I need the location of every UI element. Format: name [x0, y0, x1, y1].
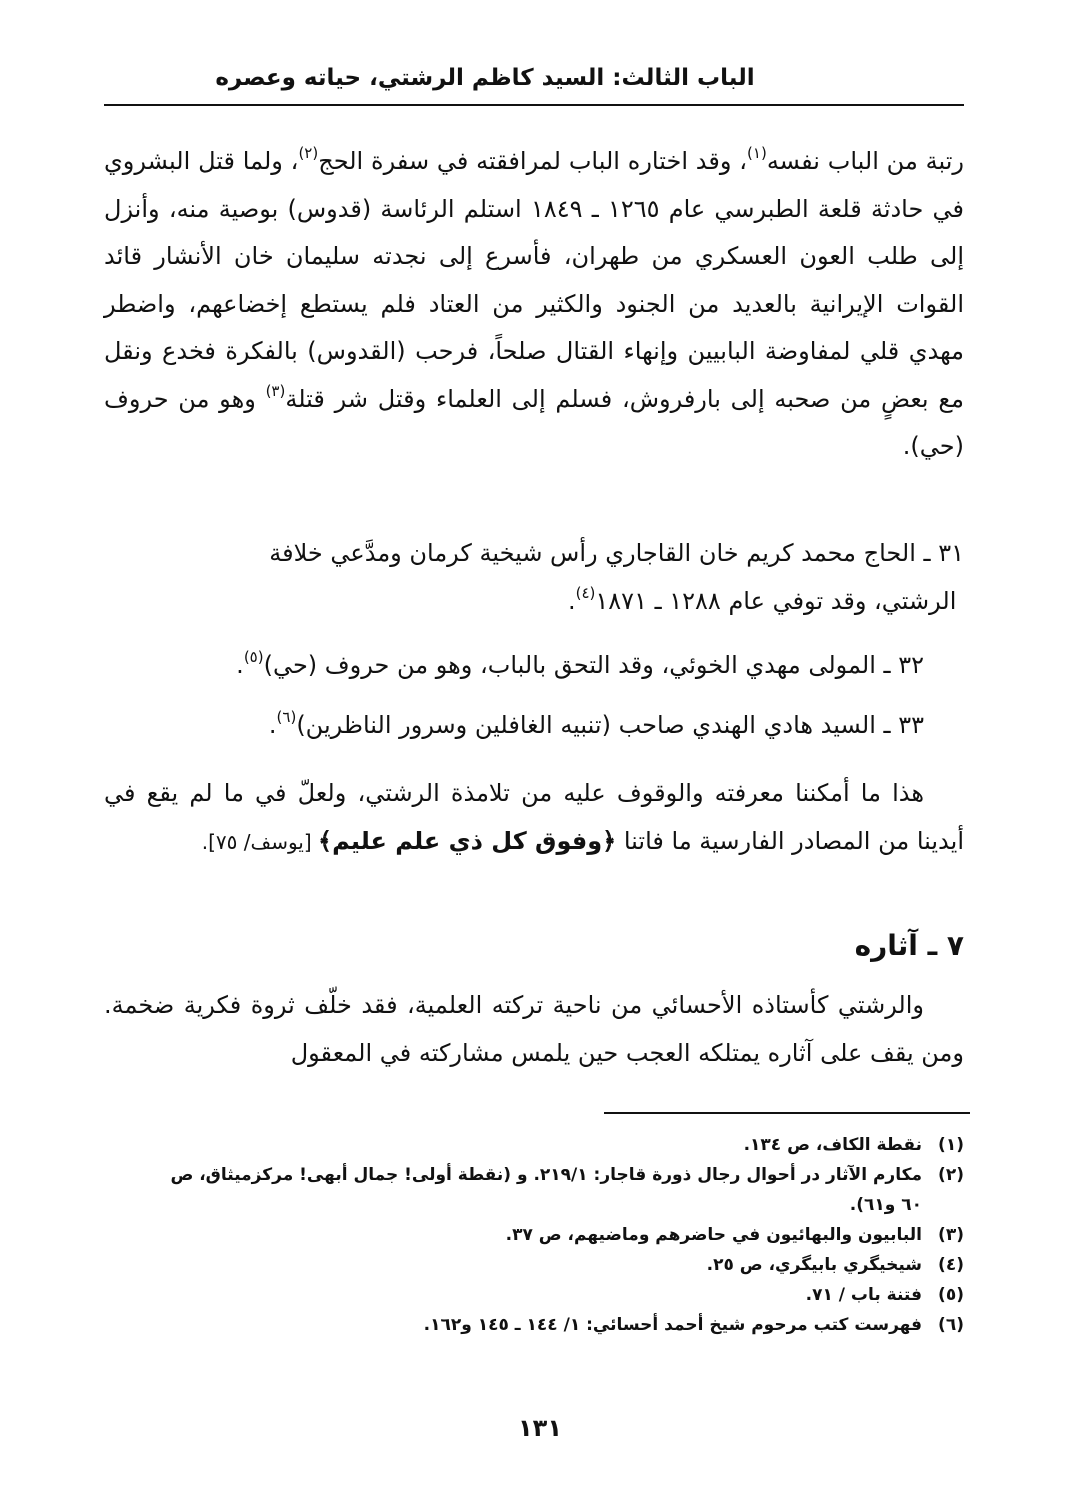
item-32-text: المولى مهدي الخوئي، وقد التحق بالباب، وهو من حروف (حي) [263, 651, 876, 679]
paragraph-3: والرشتي كأستاذه الأحسائي من ناحية تركته العلمية، فقد خلّف ثروة فكرية ضخمة. ومن يقف على آثاره يمتلكه العجب حين يلمس مشاركته في المعقول [104, 991, 964, 1067]
header-rule [104, 104, 964, 106]
footnote-ref-6[interactable]: (٦) [276, 708, 297, 726]
paragraph-2 [104, 770, 964, 866]
item-33-text: السيد هادي الهندي صاحب (تنبيه الغافلين وسرور الناظرين) [296, 711, 876, 739]
footnote-ref-2[interactable]: (٢) [298, 144, 319, 162]
footnote-4 [104, 1250, 964, 1280]
list-item-33 [104, 702, 964, 750]
footnote-ref-3[interactable]: (٣) [265, 381, 286, 400]
para2-text: هذا ما أمكننا معرفته والوقوف عليه من تلامذة الرشتي، ولعلّ في ما لم يقع في أيدينا من المصادر الفارسية ما فاتنا [104, 779, 964, 855]
footnote-5 [104, 1280, 964, 1310]
page-number: ١٣١ [518, 1414, 562, 1442]
footnote-number: (٢) [938, 1165, 964, 1185]
footnote-number: (٦) [938, 1315, 964, 1335]
footnote-number: (٣) [938, 1225, 964, 1245]
item-33-end: . [268, 711, 277, 739]
item-31-text-2: الرشتي، وقد توفي عام ١٢٨٨ ـ ١٨٧١ [595, 586, 957, 615]
paragraph-1 [104, 138, 964, 471]
footnote-number: (١) [938, 1135, 964, 1155]
list-item-32 [104, 642, 964, 690]
footnote-text: شيخيگري بابيگري، ص ٢٥. [706, 1255, 922, 1275]
footnote-number: (٥) [938, 1285, 964, 1305]
footnote-1 [104, 1130, 964, 1160]
footnote-3 [104, 1220, 964, 1250]
footnote-2 [104, 1160, 964, 1220]
para1-text-1: رتبة من الباب نفسه [766, 147, 964, 175]
para1-text-4: وهو من حروف (حي). [104, 384, 964, 460]
footnote-text: البابيون والبهائيون في حاضرهم وماضيهم، ص ٣٧. [505, 1225, 922, 1245]
para1-text-3: ، ولما قتل البشروي في حادثة قلعة الطبرسي عام ١٢٦٥ ـ ١٨٤٩ استلم الرئاسة (قدوس) بوصية منه، وأنزل إلى طلب العون العسكري من طهران، فأسرع إلى نجدته سليمان خان الأنشار قائد القوات الإيرانية بالعديد من الجنود والكثير من العتاد فلم يستطع إخضاعهم، واضطر مهدي قلي لمفاوضة البابيين وإنهاء القتال صلحاً، فرحب (القدوس) بالفكرة فخدع ونقل مع بعضٍ من صحبه إلى بارفروش، فسلم إلى العلماء وقتل شر قتلة [104, 147, 965, 413]
footnote-ref-1[interactable]: (١) [747, 144, 767, 162]
footnotes [104, 1130, 964, 1340]
item-31-number: ٣١ ـ [923, 539, 964, 567]
item-31-text-1: الحاج محمد كريم خان القاجاري رأس شيخية كرمان ومدَّعي خلافة [269, 539, 916, 567]
item-32-end: . [236, 651, 244, 679]
section-heading: ٧ ـ آثاره [854, 929, 964, 962]
footnote-text-continued: ٦٠ و٦١). [849, 1195, 922, 1215]
footnote-text: فهرست كتب مرحوم شيخ أحمد أحسائي: ١/ ١٤٤ ـ ١٤٥ و١٦٢. [423, 1315, 922, 1335]
running-title: الباب الثالث: السيد كاظم الرشتي، حياته وعصره [215, 65, 755, 91]
para1-text-2: ، وقد اختاره الباب لمرافقته في سفرة الحج [318, 147, 748, 175]
list-item-31 [104, 530, 964, 625]
footnote-rule [604, 1112, 970, 1114]
item-31-end: . [567, 586, 576, 615]
footnote-ref-5[interactable]: (٥) [243, 648, 264, 666]
item-32-number: ٣٢ ـ [883, 651, 924, 679]
footnote-text: نقطة الكاف، ص ١٣٤. [743, 1135, 922, 1155]
quran-verse: ﴿وفوق كل ذي علم عليم﴾ [318, 826, 617, 855]
footnote-text: مكارم الآثار در أحوال رجال ذورة قاجار: ٢١٩/١. و (نقطة أولى! جمال أبهى! مركزميثاق، ص [170, 1165, 922, 1185]
footnote-ref-4[interactable]: (٤) [575, 583, 596, 602]
footnote-text: فتنة باب / ٧١. [805, 1285, 922, 1305]
footnote-number: (٤) [938, 1255, 964, 1275]
verse-reference: [يوسف/ ٧٥]. [201, 829, 319, 854]
item-33-number: ٣٣ ـ [883, 711, 924, 739]
footnote-6 [104, 1310, 964, 1340]
